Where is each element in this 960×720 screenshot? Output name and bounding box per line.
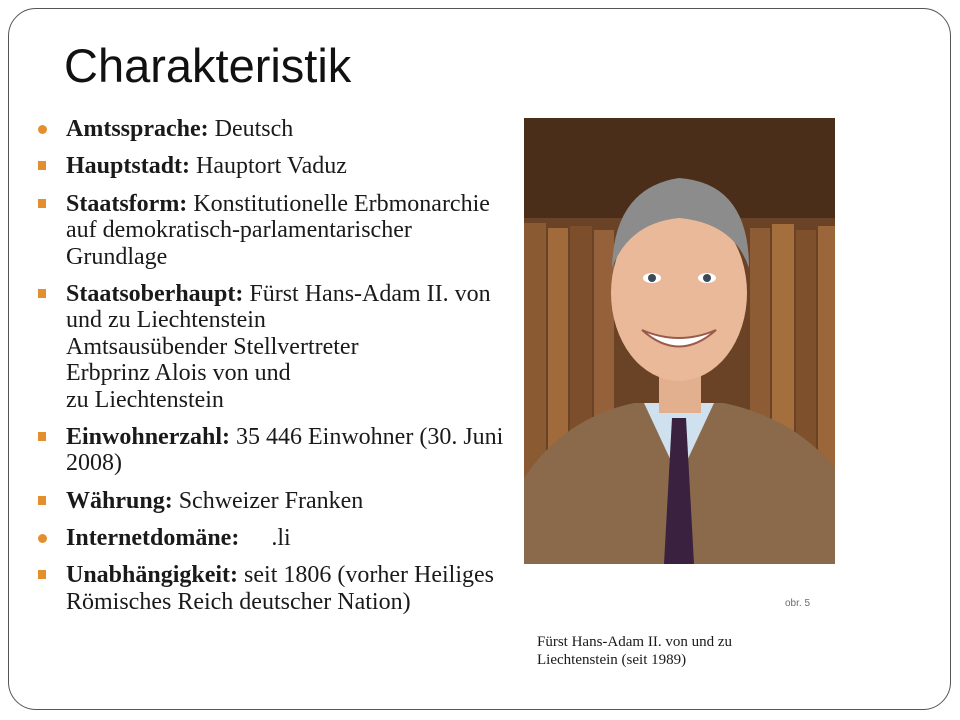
circle-bullet-icon xyxy=(38,125,47,134)
bullet-value: Deutsch xyxy=(214,116,294,142)
slide-title: Charakteristik xyxy=(64,39,352,92)
bullet-label: Staatsform: xyxy=(66,190,188,217)
bullet-value: seit 1806 (vorher Heiliges Römisches Reich deutscher Nation) xyxy=(66,562,494,615)
square-bullet-icon xyxy=(38,496,46,505)
bullet-amtssprache xyxy=(36,116,511,142)
bullet-label: Einwohnerzahl: xyxy=(66,423,231,450)
bullet-label: Unabhängigkeit: xyxy=(66,562,239,589)
portrait-photo xyxy=(524,118,835,564)
bullet-label: Internetdomäne: xyxy=(66,525,240,552)
image-caption: Fürst Hans-Adam II. von und zu Liechtenstein (seit 1989) xyxy=(537,634,732,669)
bullet-einwohnerzahl xyxy=(36,424,511,477)
bullet-value: Konstitutionelle Erbmonarchie auf demokratisch-parlamentarischer Grundlage xyxy=(66,190,490,270)
bullet-label: Hauptstadt: xyxy=(66,153,191,180)
bullet-waehrung xyxy=(36,488,511,514)
bullet-value: Fürst Hans-Adam II. von und zu Liechtenstein Amtsausübender Stellvertreter Erbprinz Alois von und zu Liechtenstein xyxy=(66,280,491,413)
bullet-value: Schweizer Franken xyxy=(178,487,364,514)
portrait-illustration xyxy=(524,118,835,564)
image-reference: obr. 5 xyxy=(785,598,811,609)
bullet-unabhaengigkeit xyxy=(36,562,511,615)
square-bullet-icon xyxy=(38,432,46,441)
circle-bullet-icon xyxy=(38,534,47,543)
bullet-internetdomaene xyxy=(36,525,511,551)
bullet-list xyxy=(36,116,511,626)
bullet-value: 35 446 Einwohner (30. Juni 2008) xyxy=(66,423,504,477)
square-bullet-icon xyxy=(38,161,46,170)
bullet-label: Amtssprache: xyxy=(66,116,209,142)
bullet-value: .li xyxy=(271,525,291,552)
square-bullet-icon xyxy=(38,199,46,208)
square-bullet-icon xyxy=(38,289,46,298)
bullet-hauptstadt xyxy=(36,153,511,179)
bullet-staatsform xyxy=(36,191,511,270)
bullet-label: Währung: xyxy=(66,487,173,514)
bullet-value: Hauptort Vaduz xyxy=(196,153,347,180)
square-bullet-icon xyxy=(38,570,46,579)
bullet-label: Staatsoberhaupt: xyxy=(66,280,244,307)
bullet-staatsoberhaupt xyxy=(36,281,511,413)
